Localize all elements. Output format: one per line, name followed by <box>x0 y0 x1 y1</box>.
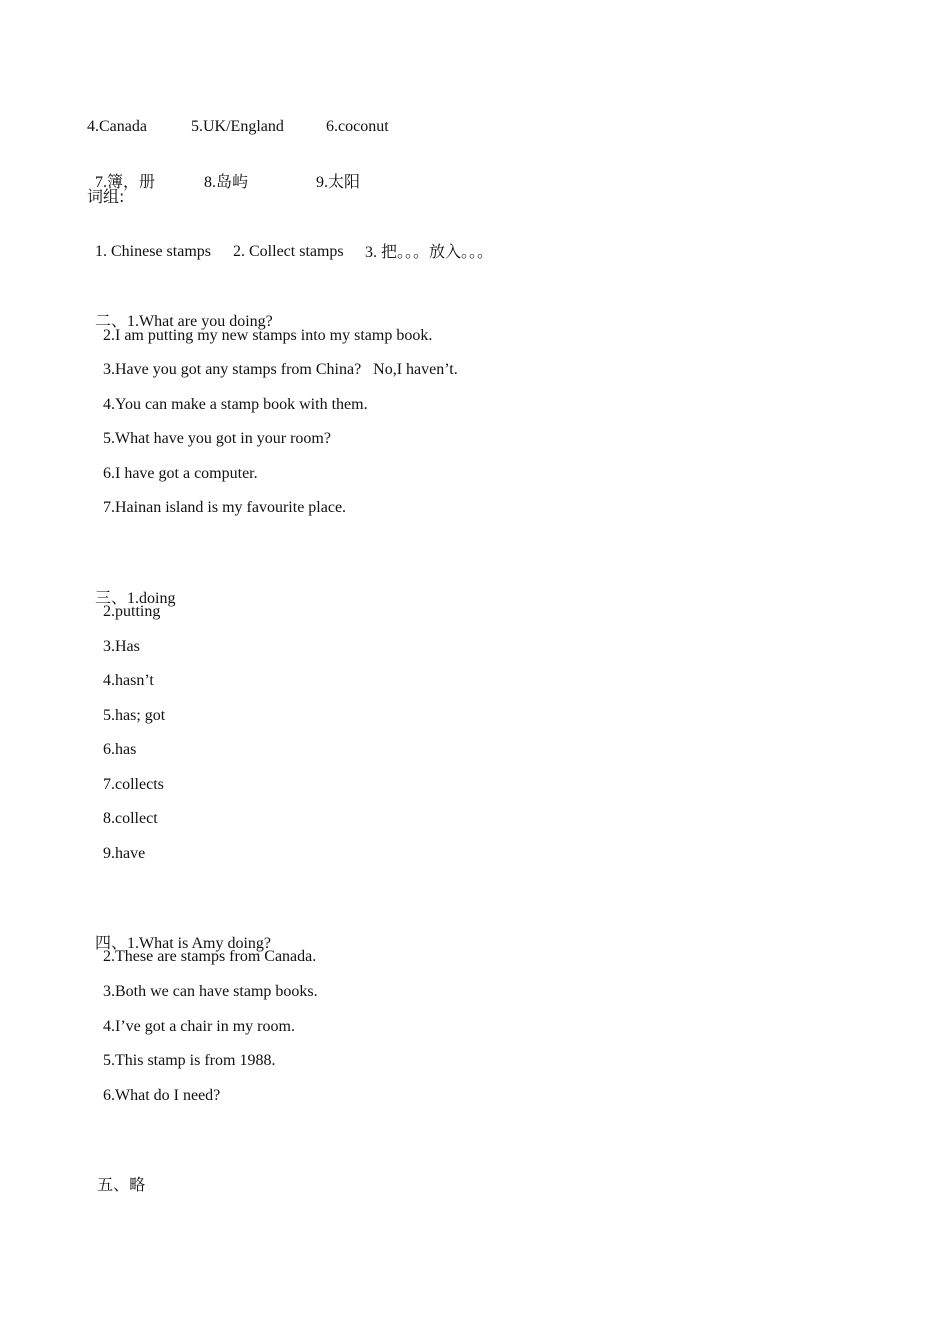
section5-line <box>87 1155 145 1195</box>
section2-line-7: 7.Hainan island is my favourite place. <box>103 499 347 516</box>
vocab-item-8 <box>196 152 248 193</box>
section3-line-7: 7.collects <box>103 776 164 793</box>
vocab-item-9-num: 9. <box>316 174 328 191</box>
phrase-item-2-text: Collect stamps <box>249 243 344 260</box>
phrase-item-1-num: 1. <box>95 243 107 260</box>
section3-line-5: 5.has; got <box>103 707 166 724</box>
section2-line-5: 5.What have you got in your room? <box>103 430 331 447</box>
section4-line-1-text: 1.What is Amy doing? <box>127 935 271 952</box>
section4-line-4: 4.I’ve got a chair in my room. <box>103 1018 295 1035</box>
section3-line-1-text: 1.doing <box>127 590 176 607</box>
vocab-item-7-num: 7. <box>95 174 107 191</box>
section4-line-3: 3.Both we can have stamp books. <box>103 983 318 1000</box>
vocab-item-6: 6.coconut <box>326 118 389 135</box>
section3-line-8: 8.collect <box>103 810 158 827</box>
phrase-item-3 <box>357 222 493 263</box>
phrase-item-2 <box>225 222 344 262</box>
section2-line-1-text: 1.What are you doing? <box>127 313 273 330</box>
vocab-item-4: 4.Canada <box>87 118 147 135</box>
phrases-heading: 词组: <box>87 187 125 206</box>
section2-label: 二、 <box>95 311 128 330</box>
section3-line-6: 6.has <box>103 741 137 758</box>
section4-label: 四、 <box>95 933 128 952</box>
section2-line-6: 6.I have got a computer. <box>103 465 258 482</box>
section3-label: 三、 <box>95 588 128 607</box>
vocab-item-9 <box>308 152 360 193</box>
phrase-item-2-num: 2. <box>233 243 245 260</box>
vocab-item-8-text: 岛屿 <box>216 172 249 191</box>
section4-line-2: 2.These are stamps from Canada. <box>103 948 317 965</box>
vocab-item-5: 5.UK/England <box>191 118 284 135</box>
vocab-item-9-text: 太阳 <box>328 172 361 191</box>
phrase-item-3-num: 3. <box>365 244 377 261</box>
section4-line-6: 6.What do I need? <box>103 1087 221 1104</box>
section3-line-9: 9.have <box>103 845 146 862</box>
section3-line-2: 2.putting <box>103 603 161 620</box>
section4-line-5: 5.This stamp is from 1988. <box>103 1052 276 1069</box>
section2-line-3: 3.Have you got any stamps from China? No,I haven’t. <box>103 361 458 378</box>
section5-text: 略 <box>129 1175 146 1194</box>
phrase-item-1 <box>87 222 211 262</box>
vocab-item-7-text: 簿，册 <box>107 172 156 191</box>
vocab-item-8-num: 8. <box>204 174 216 191</box>
section5-label: 五、 <box>97 1175 130 1194</box>
section2-line-2: 2.I am putting my new stamps into my stamp book. <box>103 327 433 344</box>
section2-line-4: 4.You can make a stamp book with them. <box>103 396 368 413</box>
phrase-item-3-text: 把。。。放入。。。 <box>381 242 494 261</box>
section3-line-4: 4.hasn’t <box>103 672 154 689</box>
phrase-item-1-text: Chinese stamps <box>111 243 211 260</box>
section3-line-3: 3.Has <box>103 638 140 655</box>
